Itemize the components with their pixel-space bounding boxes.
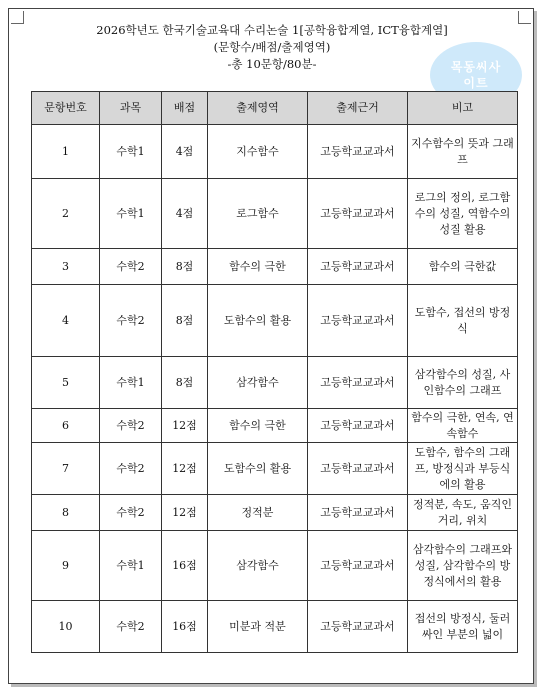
col-header-subject: 과목: [100, 92, 162, 125]
header-subtitle: (문항수/배점/출제영역): [213, 40, 331, 54]
exam-table: [31, 91, 518, 653]
header-summary: -총 10문항/80분-: [227, 57, 317, 71]
cell-subject: 수학2: [100, 285, 162, 357]
table-row: [32, 601, 518, 653]
cell-basis: 고등학교교과서: [308, 285, 408, 357]
cell-number: 8: [32, 495, 100, 531]
cell-points: 8점: [162, 357, 208, 409]
table-row: [32, 531, 518, 601]
cell-number: 7: [32, 443, 100, 495]
cell-number: 5: [32, 357, 100, 409]
cell-area: 로그함수: [208, 179, 308, 249]
cell-area: 미분과 적분: [208, 601, 308, 653]
cell-area: 삼각함수: [208, 357, 308, 409]
cell-note: 지수함수의 뜻과 그래프: [408, 125, 518, 179]
table-row: [32, 125, 518, 179]
col-header-number: 문항번호: [32, 92, 100, 125]
cell-basis: 고등학교교과서: [308, 249, 408, 285]
cell-points: 16점: [162, 601, 208, 653]
cell-basis: 고등학교교과서: [308, 531, 408, 601]
col-header-basis: 출제근거: [308, 92, 408, 125]
table-row: [32, 285, 518, 357]
cell-basis: 고등학교교과서: [308, 409, 408, 443]
cell-area: 정적분: [208, 495, 308, 531]
cell-number: 1: [32, 125, 100, 179]
cell-note: 로그의 정의, 로그함수의 성질, 역함수의 성질 활용: [408, 179, 518, 249]
cell-subject: 수학1: [100, 357, 162, 409]
cell-points: 4점: [162, 125, 208, 179]
cell-area: 도함수의 활용: [208, 443, 308, 495]
cell-basis: 고등학교교과서: [308, 495, 408, 531]
cell-points: 4점: [162, 179, 208, 249]
cell-note: 정적분, 속도, 움직인 거리, 위치: [408, 495, 518, 531]
cell-basis: 고등학교교과서: [308, 357, 408, 409]
cell-points: 8점: [162, 285, 208, 357]
col-header-area: 출제영역: [208, 92, 308, 125]
cell-subject: 수학2: [100, 601, 162, 653]
table-row: [32, 495, 518, 531]
cell-subject: 수학2: [100, 249, 162, 285]
cell-area: 함수의 극한: [208, 409, 308, 443]
cell-number: 4: [32, 285, 100, 357]
table-row: [32, 409, 518, 443]
cell-number: 3: [32, 249, 100, 285]
cell-points: 12점: [162, 443, 208, 495]
cell-points: 12점: [162, 409, 208, 443]
header-title: 2026학년도 한국기술교육대 수리논술 1[공학융합계열, ICT융합계열]: [96, 23, 448, 37]
cell-note: 함수의 극한값: [408, 249, 518, 285]
cell-note: 도함수, 함수의 그래프, 방정식과 부등식에의 활용: [408, 443, 518, 495]
cell-note: 삼각함수의 그래프와 성질, 삼각함수의 방정식에서의 활용: [408, 531, 518, 601]
cell-basis: 고등학교교과서: [308, 601, 408, 653]
cell-number: 2: [32, 179, 100, 249]
cell-subject: 수학2: [100, 443, 162, 495]
cell-subject: 수학1: [100, 531, 162, 601]
cell-points: 12점: [162, 495, 208, 531]
table-row: [32, 443, 518, 495]
cell-subject: 수학2: [100, 409, 162, 443]
table-row: [32, 249, 518, 285]
badge-line-1: 목동씨사: [450, 60, 502, 74]
cell-number: 10: [32, 601, 100, 653]
table-row: [32, 357, 518, 409]
cell-area: 함수의 극한: [208, 249, 308, 285]
cell-number: 6: [32, 409, 100, 443]
cell-area: 지수함수: [208, 125, 308, 179]
cell-subject: 수학1: [100, 125, 162, 179]
cell-note: 접선의 방정식, 둘러싸인 부분의 넓이: [408, 601, 518, 653]
cell-subject: 수학1: [100, 179, 162, 249]
cell-points: 16점: [162, 531, 208, 601]
cell-basis: 고등학교교과서: [308, 443, 408, 495]
badge-line-2: 이트: [463, 76, 489, 90]
exam-table-container: [31, 91, 517, 653]
cell-subject: 수학2: [100, 495, 162, 531]
col-header-points: 배점: [162, 92, 208, 125]
cell-note: 함수의 극한, 연속, 연속함수: [408, 409, 518, 443]
cell-points: 8점: [162, 249, 208, 285]
col-header-note: 비고: [408, 92, 518, 125]
cell-area: 삼각함수: [208, 531, 308, 601]
cell-note: 도함수, 접선의 방정식: [408, 285, 518, 357]
table-header-row: [32, 92, 518, 125]
cell-number: 9: [32, 531, 100, 601]
cell-basis: 고등학교교과서: [308, 179, 408, 249]
cell-area: 도함수의 활용: [208, 285, 308, 357]
cell-basis: 고등학교교과서: [308, 125, 408, 179]
table-row: [32, 179, 518, 249]
cell-note: 삼각함수의 성질, 사인함수의 그래프: [408, 357, 518, 409]
